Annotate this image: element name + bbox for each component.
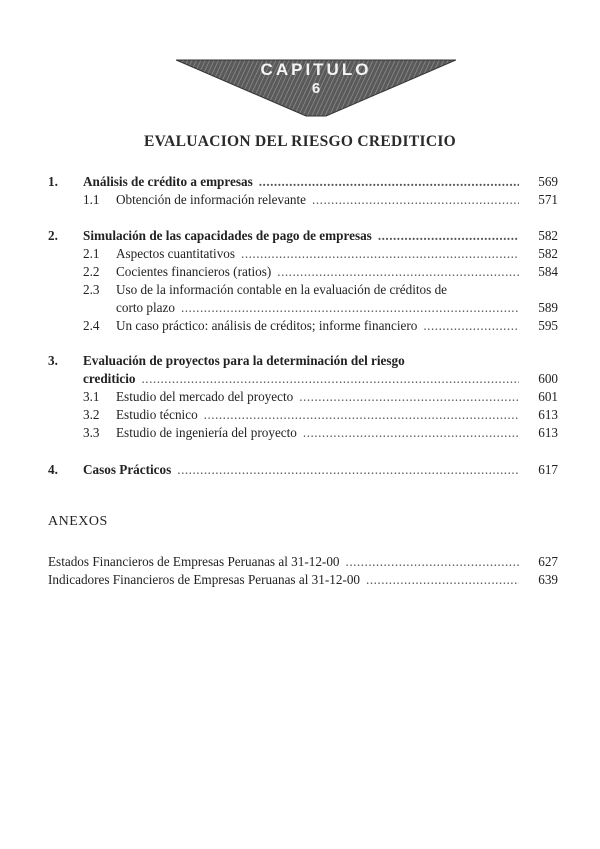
- subsection-title: Obtención de información relevante: [116, 192, 307, 207]
- section-title: Casos Prácticos: [83, 462, 172, 477]
- anexos-heading: ANEXOS: [48, 514, 108, 529]
- subsection-title: Cocientes financieros (ratios): [116, 264, 272, 279]
- toc-entry-section-3-cont[interactable]: [0, 370, 600, 388]
- section-title: Análisis de crédito a empresas: [83, 174, 253, 189]
- dot-leader: [312, 191, 519, 209]
- section-number: 2.: [48, 228, 58, 243]
- section-title-line2: crediticio: [83, 371, 136, 386]
- subsection-title-row: [116, 263, 522, 281]
- page-number: 627: [538, 554, 558, 569]
- toc-entry-section-4[interactable]: [0, 461, 600, 479]
- page-number: 617: [538, 462, 558, 477]
- subsection-number: 3.2: [83, 407, 100, 422]
- subsection-title-row: [116, 424, 522, 442]
- toc-entry-2-3-cont[interactable]: [0, 299, 600, 317]
- page-number: 589: [538, 300, 558, 315]
- dot-leader: [299, 388, 519, 406]
- section-number: 1.: [48, 174, 58, 189]
- toc-entry-1-1[interactable]: [0, 191, 600, 209]
- subsection-title-row: [116, 317, 522, 335]
- subsection-title-row: [116, 388, 522, 406]
- toc-entry-3-2[interactable]: [0, 406, 600, 424]
- toc-entry-section-1[interactable]: [0, 173, 600, 191]
- dot-leader: [366, 571, 519, 589]
- toc-entry-2-2[interactable]: [0, 263, 600, 281]
- subsection-number: 3.3: [83, 425, 100, 440]
- section-number: 4.: [48, 462, 58, 477]
- section-title-line1: Evaluación de proyectos para la determinación del riesgo: [83, 353, 405, 368]
- dot-leader: [303, 424, 519, 442]
- anexo-title: Indicadores Financieros de Empresas Peruanas al 31-12-00: [48, 572, 361, 587]
- subsection-number: 2.1: [83, 246, 100, 261]
- banner-number: 6: [311, 80, 321, 97]
- toc-entry-anexo-2[interactable]: [0, 571, 600, 589]
- subsection-title-row: [116, 191, 522, 209]
- page-number: 639: [538, 572, 558, 587]
- subsection-number: 3.1: [83, 389, 100, 404]
- subsection-number: 2.3: [83, 282, 100, 297]
- subsection-title: Un caso práctico: análisis de créditos; informe financiero: [116, 318, 418, 333]
- subsection-title-row: [116, 245, 522, 263]
- banner-word: CAPITULO: [260, 60, 372, 79]
- toc-entry-section-3[interactable]: [0, 352, 600, 370]
- dot-leader: [423, 317, 519, 335]
- subsection-number: 2.2: [83, 264, 100, 279]
- anexo-title-row: [48, 571, 522, 589]
- page-number: 613: [538, 407, 558, 422]
- page-number: 571: [538, 192, 558, 207]
- page-number: 613: [538, 425, 558, 440]
- section-title-row: [83, 173, 522, 191]
- toc-entry-3-3[interactable]: [0, 424, 600, 442]
- subsection-title: Estudio de ingeniería del proyecto: [116, 425, 297, 440]
- toc-entry-section-2[interactable]: [0, 227, 600, 245]
- toc-entry-3-1[interactable]: [0, 388, 600, 406]
- subsection-title-row: [116, 406, 522, 424]
- subsection-title: Estudio del mercado del proyecto: [116, 389, 294, 404]
- page-number: 582: [538, 246, 558, 261]
- anexo-title: Estados Financieros de Empresas Peruanas al 31-12-00: [48, 554, 340, 569]
- section-number: 3.: [48, 353, 58, 368]
- page-number: 600: [538, 371, 558, 386]
- subsection-title: Aspectos cuantitativos: [116, 246, 236, 261]
- subsection-number: 2.4: [83, 318, 100, 333]
- section-title-row: [83, 370, 522, 388]
- page-number: 569: [538, 174, 558, 189]
- dot-leader: [277, 263, 519, 281]
- page-number: 584: [538, 264, 558, 279]
- page-title: EVALUACION DEL RIESGO CREDITICIO: [143, 133, 457, 150]
- subsection-title-line2: corto plazo: [116, 300, 175, 315]
- toc-entry-2-4[interactable]: [0, 317, 600, 335]
- dot-leader: [241, 245, 519, 263]
- subsection-number: 1.1: [83, 192, 100, 207]
- dot-leader: [346, 553, 519, 571]
- toc-entry-2-3[interactable]: [0, 281, 600, 299]
- subsection-title: Estudio técnico: [116, 407, 198, 422]
- chapter-banner: [176, 56, 456, 118]
- section-title-row: [83, 227, 522, 245]
- toc-entry-2-1[interactable]: [0, 245, 600, 263]
- page-number: 595: [538, 318, 558, 333]
- dot-leader: [142, 370, 520, 388]
- dot-leader: [378, 227, 519, 245]
- section-title: Simulación de las capacidades de pago de empresas: [83, 228, 372, 243]
- banner-label: [176, 60, 456, 98]
- anexo-title-row: [48, 553, 522, 571]
- toc-entry-anexo-1[interactable]: [0, 553, 600, 571]
- page-number: 582: [538, 228, 558, 243]
- dot-leader: [204, 406, 519, 424]
- section-title-row: [83, 461, 522, 479]
- dot-leader: [181, 299, 519, 317]
- dot-leader: [259, 173, 519, 191]
- subsection-title-row: [116, 299, 522, 317]
- subsection-title-line1: Uso de la información contable en la evaluación de créditos de: [116, 282, 448, 297]
- dot-leader: [177, 461, 519, 479]
- page-number: 601: [538, 389, 558, 404]
